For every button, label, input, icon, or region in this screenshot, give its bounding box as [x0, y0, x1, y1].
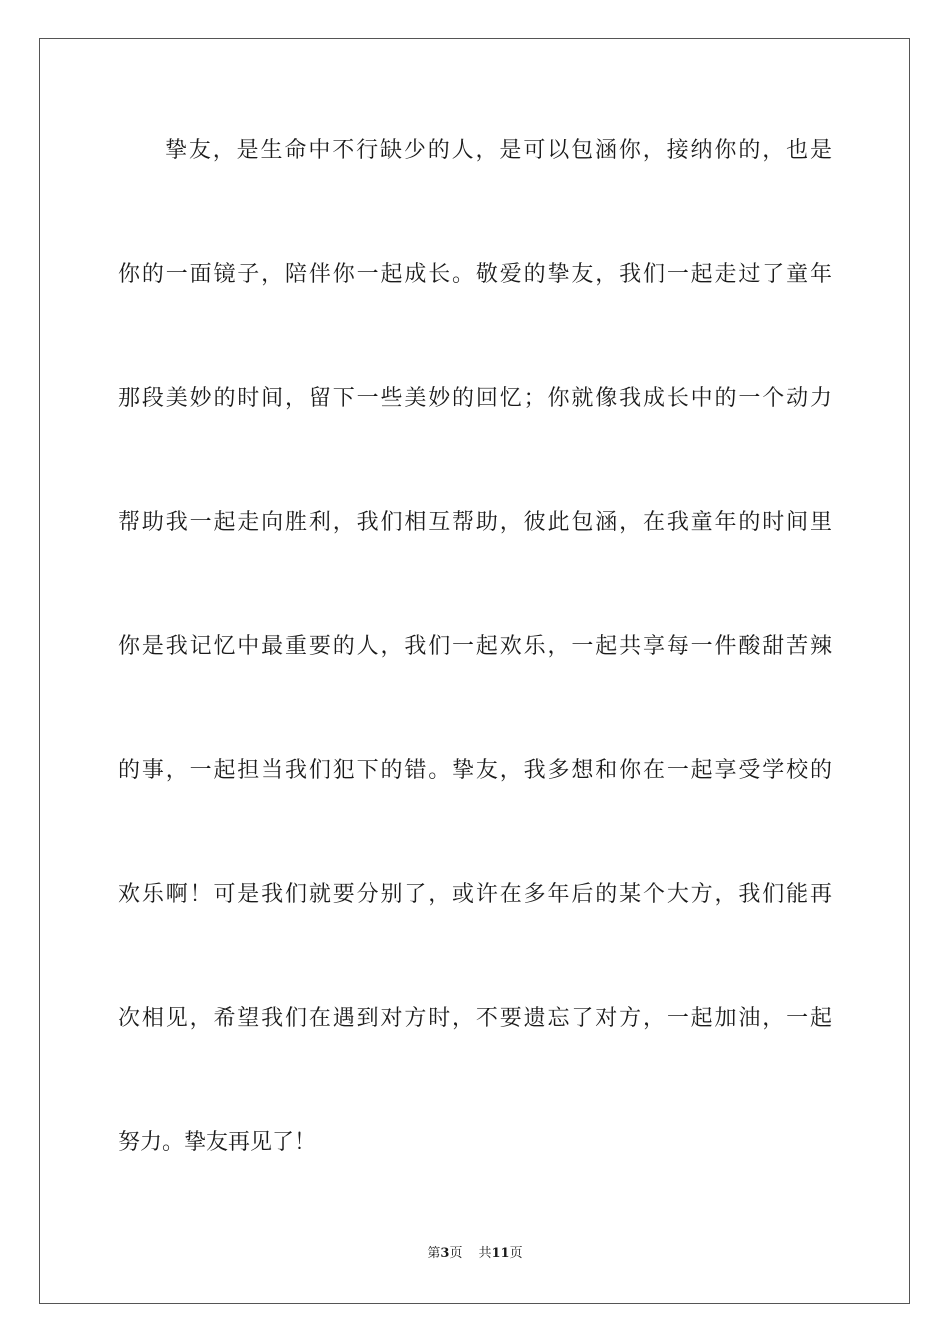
page-footer [0, 1245, 950, 1263]
total-pages-indicator [478, 1246, 522, 1261]
total-prefix: 共 [478, 1246, 492, 1261]
page-prefix: 第 [427, 1246, 441, 1261]
text-line: 帮助我一起走向胜利，我们相互帮助，彼此包涵，在我童年的时间里 [118, 510, 832, 535]
text-line: 努力。挚友再见了！ [118, 1130, 317, 1155]
text-line: 你的一面镜子，陪伴你一起成长。敬爱的挚友，我们一起走过了童年 [118, 262, 832, 287]
page-border [39, 38, 910, 1304]
page-suffix: 页 [449, 1246, 463, 1261]
page-number: 3 [440, 1246, 450, 1261]
text-line: 欢乐啊！可是我们就要分别了，或许在多年后的某个大方，我们能再 [118, 882, 832, 907]
total-pages: 11 [491, 1246, 510, 1261]
text-line: 的事，一起担当我们犯下的错。挚友，我多想和你在一起享受学校的 [118, 758, 832, 783]
total-suffix: 页 [509, 1246, 523, 1261]
text-line: 次相见，希望我们在遇到对方时，不要遗忘了对方，一起加油，一起 [118, 1006, 832, 1031]
text-line: 那段美妙的时间，留下一些美妙的回忆；你就像我成长中的一个动力 [118, 386, 832, 411]
text-line: 挚友，是生命中不行缺少的人，是可以包涵你，接纳你的，也是 [165, 138, 832, 163]
page-indicator [427, 1246, 462, 1261]
text-line: 你是我记忆中最重要的人，我们一起欢乐，一起共享每一件酸甜苦辣 [118, 634, 832, 659]
